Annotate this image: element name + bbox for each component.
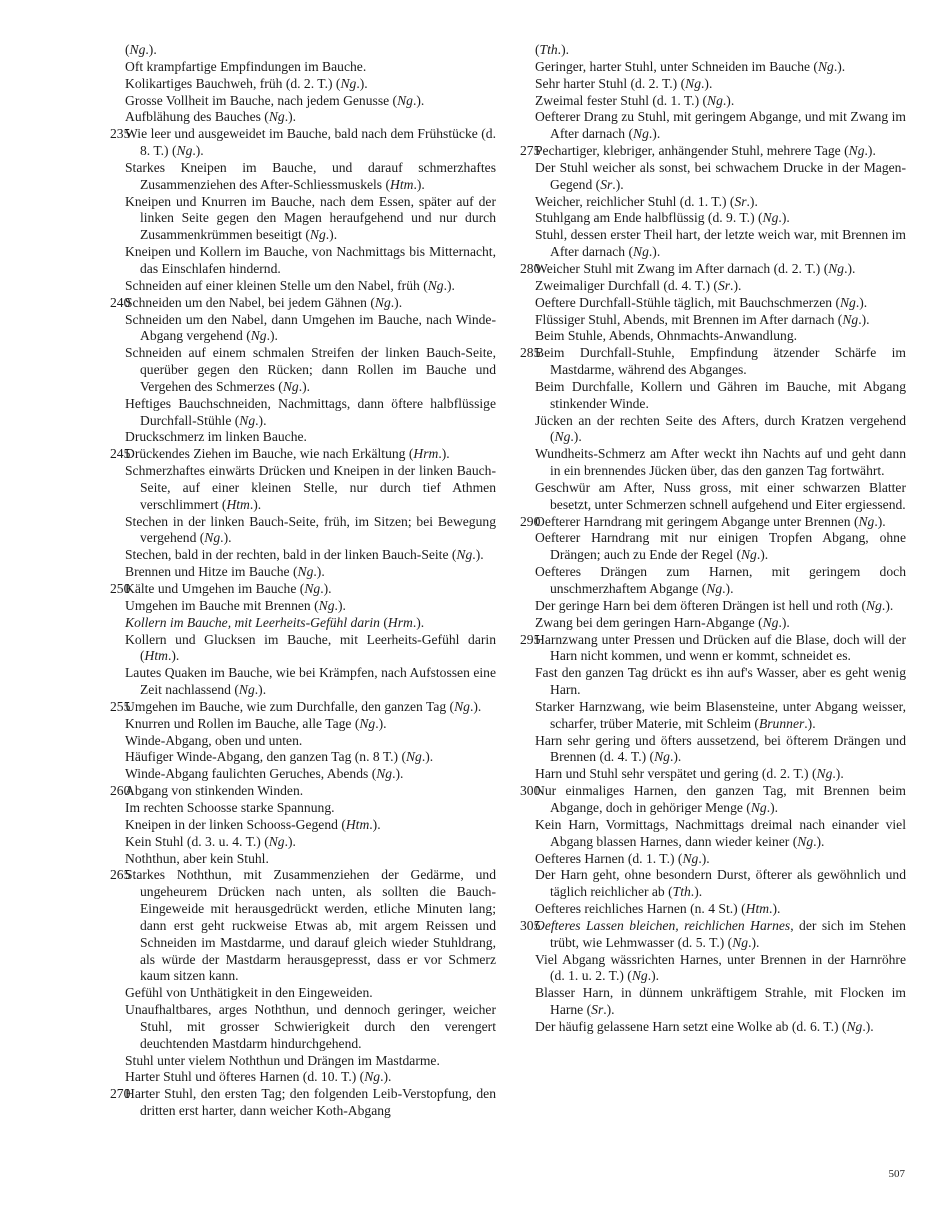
entry-text: Umgehen im Bauche mit Brennen (Ng.). (125, 597, 346, 613)
entry-text: Flüssiger Stuhl, Abends, mit Brennen im After darnach (Ng.). (535, 311, 870, 327)
entry-text: Zweimaliger Durchfall (d. 4. T.) (Sr.). (535, 277, 742, 293)
entry-number: 260 (110, 783, 131, 799)
symptom-entry (110, 665, 496, 699)
entry-number: 255 (110, 698, 131, 714)
entry-text: Geschwür am After, Nuss gross, mit einer schwarzen Blatter besetzt, unter Schmerzen schnell aufgehend und Eiter ergiessend. (535, 479, 906, 512)
entry-text: Unaufhaltbares, arges Noththun, und dennoch geringer, weicher Stuhl, mit grosser Schwierigkeit durch den verengert deuchtenden Mastdarm hindurchgehend. (125, 1002, 496, 1051)
symptom-entry (520, 328, 906, 345)
entry-text: Wundheits-Schmerz am After weckt ihn Nachts auf und geht dann in ein brennendes Jücken über, das den ganzen Tag fortwährt. (535, 446, 906, 479)
entry-text: Kein Stuhl (d. 3. u. 4. T.) (Ng.). (125, 833, 296, 849)
entry-text: Häufiger Winde-Abgang, den ganzen Tag (n. 8 T.) (Ng.). (125, 749, 434, 765)
symptom-entry (110, 244, 496, 278)
entry-number: 290 (520, 513, 541, 529)
symptom-entry (520, 851, 906, 868)
entry-text: Kolikartiges Bauchweh, früh (d. 2. T.) (Ng.). (125, 75, 368, 91)
symptom-entry (110, 716, 496, 733)
entry-text: Stuhl, dessen erster Theil hart, der letzte weich war, mit Brennen im After darnach (Ng.). (535, 227, 906, 260)
entry-text: (Tth.). (535, 42, 569, 57)
entry-number: 285 (520, 345, 541, 361)
entry-text: Gefühl von Unthätigkeit in den Eingeweiden. (125, 985, 373, 1001)
entry-number: 295 (520, 631, 541, 647)
entry-text: Kneipen in der linken Schooss-Gegend (Htm.). (125, 816, 381, 832)
entry-text: Knurren und Rollen im Bauche, alle Tage (Ng.). (125, 715, 387, 731)
symptom-entry (110, 194, 496, 245)
symptom-entry (520, 210, 906, 227)
entry-text: Drückendes Ziehen im Bauche, wie nach Erkältung (Hrm.). (125, 446, 450, 462)
entry-text: Oefterer Drang zu Stuhl, mit geringem Abgange, und mit Zwang im After darnach (Ng.). (535, 109, 906, 142)
entry-text: Kein Harn, Vormittags, Nachmittags dreimal nach einander viel Abgang blassen Harnes, dann wieder keiner (Ng.). (535, 816, 906, 849)
symptom-entry (110, 564, 496, 581)
symptom-entry (110, 783, 496, 800)
entry-text: Starkes Noththun, mit Zusammenziehen der Gedärme, und ungeheurem Drücken nach unten, als sollten die Bauch-Eingeweide mit herausgedrückt werden, etliche Minuten lang; dann erst geht ruckweise Etwas ab, mit argem Reissen und Schneiden im Mastdarme, und darauf gleich wieder Stuhldrang, als würde der Mastdarm herausgepresst, dass er vor Schmerz kaum sitzen kann. (125, 867, 496, 984)
symptom-entry (110, 312, 496, 346)
symptom-entry (110, 547, 496, 564)
right-column (520, 42, 906, 1036)
symptom-entry (520, 295, 906, 312)
entry-text: Zwang bei dem geringen Harn-Abgange (Ng.). (535, 614, 790, 630)
symptom-entry (110, 1069, 496, 1086)
entry-text: Kollern im Bauche, mit Leerheits-Gefühl darin (Hrm.). (125, 614, 425, 630)
entry-text: Weicher Stuhl mit Zwang im After darnach (d. 2. T.) (Ng.). (535, 260, 856, 276)
entry-text: Harter Stuhl und öfteres Harnen (d. 10. T.) (Ng.). (125, 1069, 392, 1085)
entry-text: Oefterer Harndrang mit nur einigen Tropfen Abgang, ohne Drängen; auch zu Ende der Regel (Ng.). (535, 530, 906, 563)
entry-text: Fast den ganzen Tag drückt es ihn auf's Wasser, aber es geht wenig Harn. (535, 665, 906, 698)
entry-text: Oft krampfartige Empfindungen im Bauche. (125, 58, 367, 74)
symptom-entry (110, 514, 496, 548)
entry-text: Schneiden um den Nabel, dann Umgehen im Bauche, nach Winde-Abgang vergehend (Ng.). (125, 311, 496, 344)
symptom-entry (110, 93, 496, 110)
entry-text: Viel Abgang wässrichten Harnes, unter Brennen in der Harnröhre (d. 1. u. 2. T.) (Ng.). (535, 951, 906, 984)
symptom-entry (520, 76, 906, 93)
symptom-entry (110, 581, 496, 598)
entry-text: Schneiden auf einer kleinen Stelle um den Nabel, früh (Ng.). (125, 277, 455, 293)
entry-text: Kälte und Umgehen im Bauche (Ng.). (125, 581, 332, 596)
symptom-entry (520, 918, 906, 952)
symptom-entry (520, 615, 906, 632)
symptom-entry (110, 396, 496, 430)
symptom-entry (110, 699, 496, 716)
entry-text: Starkes Kneipen im Bauche, und darauf schmerzhaftes Zusammenziehen des After-Schliessmuskels (Htm.). (125, 159, 496, 192)
symptom-entry (110, 867, 496, 985)
symptom-entry (520, 901, 906, 918)
entry-text: Pechartiger, klebriger, anhängender Stuhl, mehrere Tage (Ng.). (535, 143, 876, 159)
symptom-entry (520, 530, 906, 564)
entry-text: Im rechten Schoosse starke Spannung. (125, 799, 335, 815)
entry-text: Oefteres Harnen (d. 1. T.) (Ng.). (535, 850, 710, 866)
symptom-entry (110, 749, 496, 766)
page-number: 507 (888, 1168, 905, 1180)
entry-text: Grosse Vollheit im Bauche, nach jedem Genusse (Ng.). (125, 92, 425, 108)
symptom-entry (520, 514, 906, 531)
symptom-entry (110, 985, 496, 1002)
entry-text: Beim Stuhle, Abends, Ohnmachts-Anwandlung. (535, 328, 798, 344)
symptom-entry (520, 109, 906, 143)
symptom-entry (520, 446, 906, 480)
symptom-entry (110, 800, 496, 817)
symptom-entry (110, 446, 496, 463)
entry-number: 265 (110, 867, 131, 883)
symptom-entry (520, 699, 906, 733)
entry-text: Schmerzhaftes einwärts Drücken und Kneipen in der linken Bauch-Seite, auf einer kleinen Stelle, nur durch tief Athmen verschlimmert (Htm.). (125, 463, 496, 512)
symptom-entry (110, 126, 496, 160)
symptom-entry (520, 480, 906, 514)
entry-text: Lautes Quaken im Bauche, wie bei Krämpfen, nach Aufstossen eine Zeit nachlassend (Ng.). (125, 665, 496, 698)
symptom-entry (110, 42, 496, 59)
symptom-entry (110, 834, 496, 851)
symptom-entry (520, 143, 906, 160)
symptom-entry (520, 194, 906, 211)
entry-number: 300 (520, 783, 541, 799)
symptom-entry (110, 76, 496, 93)
symptom-entry (520, 42, 906, 59)
entry-text: Zweimal fester Stuhl (d. 1. T.) (Ng.). (535, 92, 735, 108)
entry-text: Schneiden um den Nabel, bei jedem Gähnen (Ng.). (125, 294, 403, 310)
symptom-entry (110, 1002, 496, 1053)
entry-text: Stechen, bald in der rechten, bald in der linken Bauch-Seite (Ng.). (125, 547, 484, 563)
symptom-entry (520, 312, 906, 329)
entry-number: 235 (110, 126, 131, 142)
entry-text: Abgang von stinkenden Winden. (125, 783, 304, 799)
symptom-entry (520, 952, 906, 986)
entry-text: Winde-Abgang, oben und unten. (125, 732, 303, 748)
entry-text: Der Harn geht, ohne besondern Durst, öfterer als gewöhnlich und täglich reichlicher ab (Tth.). (535, 867, 906, 900)
entry-number: 280 (520, 260, 541, 276)
entry-text: Kneipen und Kollern im Bauche, von Nachmittags bis Mitternacht, das Einschlafen hindernd. (125, 244, 496, 276)
entry-text: Oefteres reichliches Harnen (n. 4 St.) (Htm.). (535, 901, 781, 917)
entry-text: Blasser Harn, in dünnem unkräftigem Strahle, mit Flocken im Harne (Sr.). (535, 985, 906, 1018)
entry-number: 275 (520, 143, 541, 159)
entry-text: Beim Durchfall-Stuhle, Empfindung ätzender Schärfe im Mastdarme, während des Abganges. (535, 345, 906, 378)
symptom-entry (520, 261, 906, 278)
symptom-entry (110, 295, 496, 312)
symptom-entry (110, 429, 496, 446)
symptom-entry (520, 766, 906, 783)
entry-text: Geringer, harter Stuhl, unter Schneiden im Bauche (Ng.). (535, 58, 846, 74)
entry-text: (Ng.). (125, 42, 157, 57)
entry-text: Schneiden auf einem schmalen Streifen der linken Bauch-Seite, querüber gegen den Rücken; dann Rollen im Bauche und Vergehen des Schmerzes (Ng.). (125, 345, 496, 394)
symptom-entry (520, 379, 906, 413)
entry-text: Weicher, reichlicher Stuhl (d. 1. T.) (Sr.). (535, 193, 758, 209)
entry-text: Wie leer und ausgeweidet im Bauche, bald nach dem Frühstücke (d. 8. T.) (Ng.). (125, 126, 496, 159)
symptom-entry (110, 278, 496, 295)
symptom-entry (520, 665, 906, 699)
symptom-entry (110, 598, 496, 615)
symptom-entry (520, 93, 906, 110)
symptom-entry (520, 867, 906, 901)
entry-text: Winde-Abgang faulichten Geruches, Abends (Ng.). (125, 766, 404, 782)
entry-text: Starker Harnzwang, wie beim Blasensteine, unter Abgang weisser, scharfer, trüber Materie, mit Schleim (Brunner.). (535, 698, 906, 731)
entry-text: Druckschmerz im linken Bauche. (125, 429, 307, 445)
entry-text: Stuhl unter vielem Noththun und Drängen im Mastdarme. (125, 1052, 440, 1068)
entry-number: 270 (110, 1086, 131, 1102)
symptom-entry (110, 615, 496, 632)
symptom-entry (110, 817, 496, 834)
entry-text: Harn sehr gering und öfters aussetzend, bei öfterem Drängen und Brennen (d. 4. T.) (Ng.). (535, 732, 906, 765)
entry-text: Sehr harter Stuhl (d. 2. T.) (Ng.). (535, 75, 713, 91)
entry-number: 305 (520, 917, 541, 933)
entry-text: Harn und Stuhl sehr verspätet und gering (d. 2. T.) (Ng.). (535, 766, 844, 782)
symptom-entry (110, 59, 496, 76)
entry-number: 245 (110, 446, 131, 462)
entry-text: Stechen in der linken Bauch-Seite, früh, im Sitzen; bei Bewegung vergehend (Ng.). (125, 513, 496, 546)
symptom-entry (110, 632, 496, 666)
entry-text: Der geringe Harn bei dem öfteren Drängen ist hell und roth (Ng.). (535, 597, 894, 613)
entry-text: Heftiges Bauchschneiden, Nachmittags, dann öftere halbflüssige Durchfall-Stühle (Ng.). (125, 395, 496, 428)
symptom-entry (110, 733, 496, 750)
entry-text: Noththun, aber kein Stuhl. (125, 850, 269, 866)
symptom-entry (520, 345, 906, 379)
entry-text: Harnzwang unter Pressen und Drücken auf die Blase, doch will der Harn nicht kommen, und wenn er kommt, schneidet es. (535, 631, 906, 664)
entry-number: 250 (110, 581, 131, 596)
symptom-entry (520, 59, 906, 76)
symptom-entry (110, 109, 496, 126)
entry-text: Harter Stuhl, den ersten Tag; den folgenden Leib-Verstopfung, den dritten erst harter, dann weicher Koth-Abgang (125, 1086, 496, 1119)
symptom-entry (110, 1053, 496, 1070)
entry-text: Beim Durchfalle, Kollern und Gähren im Bauche, mit Abgang stinkender Winde. (535, 378, 906, 411)
entry-text: Brennen und Hitze im Bauche (Ng.). (125, 564, 325, 580)
symptom-entry (520, 564, 906, 598)
entry-text: Stuhlgang am Ende halbflüssig (d. 9. T.) (Ng.). (535, 210, 790, 226)
entry-text: Umgehen im Bauche, wie zum Durchfalle, den ganzen Tag (Ng.). (125, 698, 482, 714)
entry-text: Aufblähung des Bauches (Ng.). (125, 109, 297, 125)
entry-text: Oefteres Drängen zum Harnen, mit geringem doch unschmerzhaftem Abgange (Ng.). (535, 564, 906, 596)
left-column (110, 42, 496, 1120)
entry-text: Kneipen und Knurren im Bauche, nach dem Essen, später auf der linken Seite gegen den Magen heraufgehend und nur durch Zusammenkrümmen beseitigt (Ng.). (125, 193, 496, 243)
symptom-entry (520, 413, 906, 447)
symptom-entry (520, 985, 906, 1019)
symptom-entry (520, 817, 906, 851)
symptom-entry (520, 1019, 906, 1036)
symptom-entry (110, 463, 496, 514)
entry-number: 240 (110, 294, 131, 310)
symptom-entry (110, 160, 496, 194)
entry-text: Jücken an der rechten Seite des Afters, durch Kratzen vergehend (Ng.). (535, 412, 906, 445)
entry-text: Der häufig gelassene Harn setzt eine Wolke ab (d. 6. T.) (Ng.). (535, 1018, 874, 1034)
symptom-entry (110, 766, 496, 783)
symptom-entry (520, 160, 906, 194)
symptom-entry (110, 1086, 496, 1120)
symptom-entry (520, 783, 906, 817)
entry-text: Oefteres Lassen bleichen, reichlichen Harnes, der sich im Stehen trübt, wie Lehmwasser (d. 5. T.) (Ng.). (535, 917, 906, 950)
entry-text: Oefterer Harndrang mit geringem Abgange unter Brennen (Ng.). (535, 513, 886, 529)
symptom-entry (520, 278, 906, 295)
symptom-entry (520, 733, 906, 767)
entry-text: Oeftere Durchfall-Stühle täglich, mit Bauchschmerzen (Ng.). (535, 294, 868, 310)
symptom-entry (520, 227, 906, 261)
entry-text: Der Stuhl weicher als sonst, bei schwachem Drucke in der Magen-Gegend (Sr.). (535, 159, 906, 192)
entry-text: Kollern und Glucksen im Bauche, mit Leerheits-Gefühl darin (Htm.). (125, 631, 496, 664)
entry-text: Nur einmaliges Harnen, den ganzen Tag, mit Brennen beim Abgange, doch in gehöriger Menge (Ng.). (535, 783, 906, 815)
symptom-entry (110, 851, 496, 868)
symptom-entry (520, 632, 906, 666)
symptom-entry (110, 345, 496, 396)
symptom-entry (520, 598, 906, 615)
